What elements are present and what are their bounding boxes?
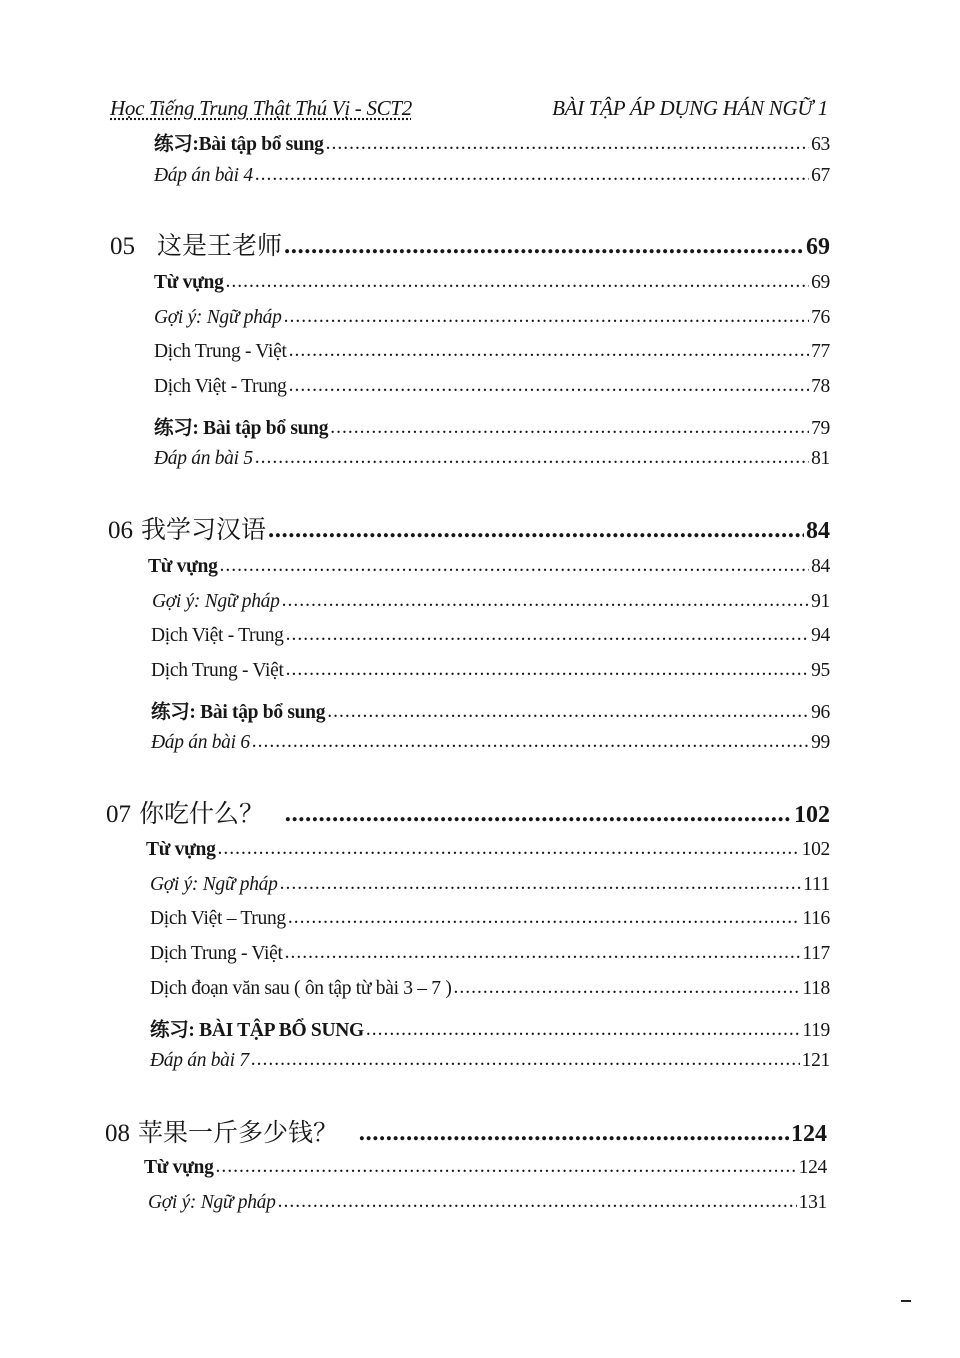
toc-entry-page: 99 [811, 732, 830, 753]
toc-entry-page: 69 [811, 272, 830, 293]
leader-dots [359, 1119, 789, 1147]
toc-entry-label: Dịch Trung - Việt [151, 660, 284, 681]
leader-dots [285, 942, 801, 964]
leader-dots [286, 659, 810, 681]
toc-entry-page: 95 [811, 660, 830, 681]
toc-entry[interactable] [154, 341, 830, 371]
toc-entry-label: Đáp án bài 5 [154, 448, 253, 469]
toc-entry[interactable] [148, 556, 830, 586]
leader-dots [289, 340, 810, 362]
leader-dots [288, 907, 801, 929]
toc-entry-label: 练习: BÀI TẬP BỔ SUNG [150, 1020, 364, 1041]
toc-entry[interactable] [150, 908, 830, 938]
toc-entry-page: 124 [798, 1157, 827, 1178]
leader-dots [255, 447, 809, 469]
scan-mark [901, 1300, 911, 1302]
toc-entry[interactable] [150, 943, 830, 973]
toc-entry[interactable] [151, 660, 830, 690]
toc-entry-page: 117 [802, 943, 830, 964]
leader-dots [268, 516, 804, 544]
leader-dots [220, 555, 810, 577]
toc-entry[interactable] [154, 376, 830, 406]
leader-dots [255, 164, 809, 186]
toc-entry-label: Từ vựng [154, 272, 224, 293]
toc-entry[interactable] [154, 448, 830, 478]
toc-entry-label: Dịch đoạn văn sau ( ôn tập từ bài 3 – 7 ) [150, 978, 452, 999]
toc-entry-page: 116 [802, 908, 830, 929]
leader-dots [284, 306, 810, 328]
chapter-number: 07 [106, 801, 131, 828]
leader-dots [330, 417, 809, 439]
toc-entry[interactable] [144, 1157, 827, 1187]
leader-dots [218, 838, 800, 860]
toc-entry-label: Gợi ý: Ngữ pháp [154, 307, 282, 328]
toc-entry[interactable] [152, 591, 830, 621]
chapter-page: 69 [806, 234, 830, 260]
toc-entry-label: 练习:Bài tập bổ sung [154, 134, 324, 155]
toc-entry[interactable] [151, 732, 830, 762]
header-book-title: Học Tiếng Trung Thật Thú Vị - SCT2 [110, 96, 412, 120]
toc-entry-label: Đáp án bài 6 [151, 732, 250, 753]
toc-entry-label: 练习: Bài tập bổ sung [151, 702, 326, 723]
toc-entry-page: 119 [802, 1020, 830, 1041]
toc-entry-page: 63 [811, 134, 830, 155]
toc-chapter-07[interactable] [106, 794, 830, 830]
toc-entry[interactable] [150, 1050, 830, 1080]
toc-entry[interactable] [148, 1192, 827, 1222]
toc-entry-page: 81 [811, 448, 830, 469]
leader-dots [366, 1019, 800, 1041]
leader-dots [454, 977, 801, 999]
leader-dots [278, 1191, 797, 1213]
toc-entry[interactable] [154, 165, 830, 195]
toc-entry[interactable] [154, 307, 830, 337]
chapter-page: 84 [806, 518, 830, 544]
chapter-page: 124 [791, 1121, 827, 1147]
toc-entry[interactable] [150, 978, 830, 1008]
toc-entry-label: Gợi ý: Ngữ pháp [150, 874, 278, 895]
toc-entry-page: 67 [811, 165, 830, 186]
chapter-number: 08 [105, 1120, 130, 1147]
toc-entry-label: Đáp án bài 4 [154, 165, 253, 186]
leader-dots [216, 1156, 797, 1178]
running-header [110, 96, 828, 124]
chapter-number: 05 [110, 233, 135, 260]
header-section-title: BÀI TẬP ÁP DỤNG HÁN NGỮ 1 [552, 96, 828, 120]
toc-entry-label: Từ vựng [148, 556, 218, 577]
leader-dots [252, 731, 809, 753]
leader-dots [327, 701, 809, 723]
toc-entry-page: 121 [801, 1050, 830, 1071]
toc-entry-label: Từ vựng [144, 1157, 214, 1178]
toc-entry-page: 102 [801, 839, 830, 860]
leader-dots [284, 232, 804, 260]
toc-entry[interactable] [151, 625, 830, 655]
toc-entry-label: 练习: Bài tập bổ sung [154, 418, 329, 439]
leader-dots [226, 271, 810, 293]
toc-entry-label: Gợi ý: Ngữ pháp [148, 1192, 276, 1213]
chapter-page: 102 [794, 802, 830, 828]
toc-entry-page: 76 [811, 307, 830, 328]
toc-entry-label: Dịch Trung - Việt [150, 943, 283, 964]
toc-entry-page: 91 [811, 591, 830, 612]
toc-entry-label: Dịch Trung - Việt [154, 341, 287, 362]
leader-dots [289, 375, 810, 397]
toc-entry-page: 118 [802, 978, 830, 999]
toc-entry-label: Dịch Việt - Trung [151, 625, 284, 646]
toc-entry[interactable] [154, 272, 830, 302]
toc-entry-page: 78 [811, 376, 830, 397]
toc-entry-page: 111 [803, 874, 830, 895]
toc-entry[interactable] [150, 1014, 830, 1044]
chapter-title: 苹果一斤多少钱？ [138, 1120, 339, 1147]
leader-dots [285, 800, 792, 828]
toc-entry-page: 96 [811, 702, 830, 723]
chapter-title: 我学习汉语 [141, 517, 267, 544]
toc-chapter-06[interactable] [108, 510, 830, 546]
leader-dots [282, 590, 810, 612]
toc-entry[interactable] [154, 412, 830, 442]
toc-entry-label: Đáp án bài 7 [150, 1050, 249, 1071]
toc-entry[interactable] [150, 874, 830, 904]
toc-chapter-05[interactable] [110, 226, 830, 262]
chapter-number: 06 [108, 517, 133, 544]
toc-entry-page: 131 [798, 1192, 827, 1213]
toc-entry-page: 77 [811, 341, 830, 362]
leader-dots [251, 1049, 800, 1071]
toc-entry-page: 79 [811, 418, 830, 439]
toc-entry[interactable] [154, 128, 830, 158]
toc-entry[interactable] [151, 696, 830, 726]
toc-entry-label: Dịch Việt - Trung [154, 376, 287, 397]
leader-dots [280, 873, 802, 895]
chapter-title: 这是王老师 [157, 233, 283, 260]
toc-entry-label: Từ vựng [146, 839, 216, 860]
toc-chapter-08[interactable] [105, 1113, 827, 1149]
leader-dots [286, 624, 810, 646]
chapter-title: 你吃什么？ [139, 801, 265, 828]
toc-entry-label: Gợi ý: Ngữ pháp [152, 591, 280, 612]
toc-entry-page: 84 [811, 556, 830, 577]
toc-entry-page: 94 [811, 625, 830, 646]
toc-entry[interactable] [146, 839, 830, 869]
leader-dots [326, 133, 809, 155]
toc-entry-label: Dịch Việt – Trung [150, 908, 286, 929]
